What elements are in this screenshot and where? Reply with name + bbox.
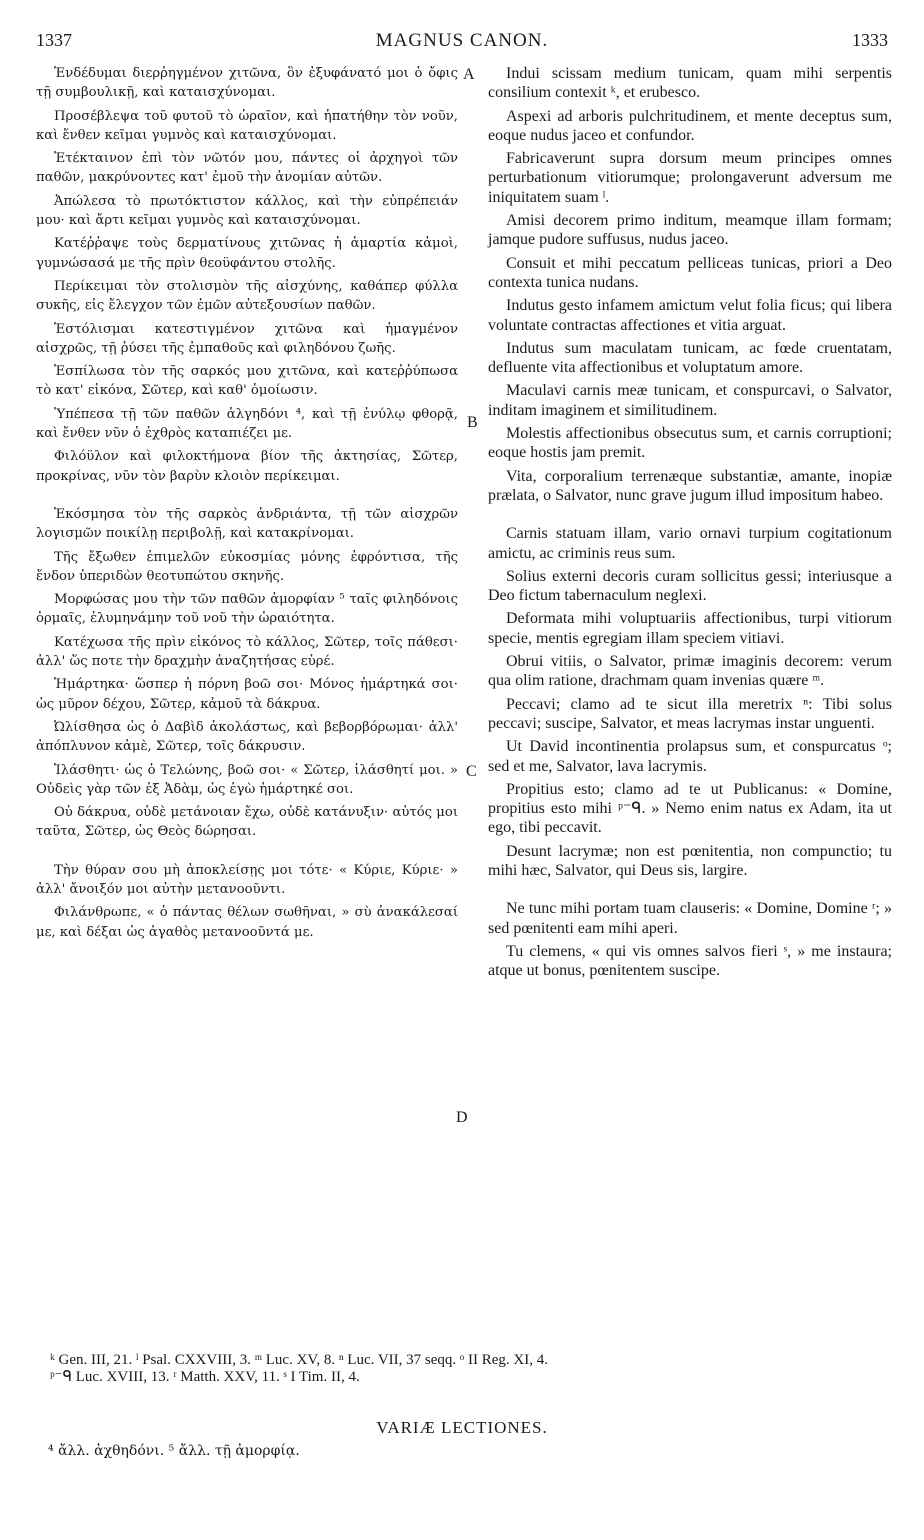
greek-troparion: Ἐτέκταινον ἐπὶ τὸν νῶτόν μου, πάντες οἱ ἀρχηγοὶ τῶν παθῶν, μακρύνοντες κατ' ἐμοῦ τὴν ἀνομίαν αὐτῶν. xyxy=(36,151,458,186)
section-marker-a: A xyxy=(463,66,475,83)
running-title: MAGNUS CANON. xyxy=(375,30,549,51)
greek-troparion: Ἐσπίλωσα τὸν τῆς σαρκός μου χιτῶνα, καὶ κατεῤῥύπωσα τὸ κατ' εἰκόνα, Σῶτερ, καὶ καθ' ὁμοίωσιν. xyxy=(36,364,458,399)
greek-troparion: Οὐ δάκρυα, οὐδὲ μετάνοιαν ἔχω, οὐδὲ κατάνυξιν· αὐτός μοι ταῦτα, Σῶτερ, ὡς Θεὸς δώρησαι. xyxy=(36,805,458,840)
latin-troparion: Indutus sum maculatam tunicam, ac fœde cruentatam, defluente vita affectionibus et voluptatum amore. xyxy=(488,339,892,377)
latin-troparion: Fabricaverunt supra dorsum meum principes omnes perturbationum vitiorumque; prolongaverunt adversum me iniquitatem suam ˡ. xyxy=(488,150,892,206)
latin-troparion: Ut David incontinentia prolapsus sum, et conspurcatus ᵒ; sed et me, Salvator, lava lacrymis. xyxy=(488,738,892,775)
latin-troparion: Peccavi; clamo ad te sicut illa meretrix ⁿ: Tibi solus peccavi; suscipe, Salvator, et meas lacrymas instar unguenti. xyxy=(488,695,892,732)
running-header xyxy=(36,30,888,60)
greek-troparion: Κατέχωσα τῆς πρὶν εἰκόνος τὸ κάλλος, Σῶτερ, τοῖς πάθεσι· ἀλλ' ὥς ποτε τὴν δραχμὴν ἀναζητήσας εὑρέ. xyxy=(36,634,458,670)
latin-troparion: Aspexi ad arboris pulchritudinem, et mente deceptus sum, eoque nudus jaceo et confundor. xyxy=(488,107,892,144)
greek-troparion: Ἡμάρτηκα· ὥσπερ ἡ πόρνη βοῶ σοι· Μόνος ἡμάρτηκά σοι· ὡς μῦρον δέχου, Σῶτερ, κἀμοῦ τὰ δάκρυα. xyxy=(36,677,458,712)
greek-troparion: Ἱλάσθητι· ὡς ὁ Τελώνης, βοῶ σοι· « Σῶτερ, ἱλάσθητί μοι. » Οὐδεὶς γὰρ τῶν ἐξ Ἀδὰμ, ὡς ἐγὼ ἡμάρτηκέ σοι. xyxy=(36,762,458,797)
greek-troparion: Φιλόϋλον καὶ φιλοκτήμονα βίον τῆς ἀκτησίας, Σῶτερ, προκρίνας, νῦν τὸν βαρὺν κλοιὸν περίκειμαι. xyxy=(36,449,458,484)
latin-troparion: Amisi decorem primo inditum, meamque illam formam; jamque pudore suffusus, nudus jaceo. xyxy=(488,212,892,249)
latin-troparion: Tu clemens, « qui vis omnes salvos fieri ˢ, » me instaura; atque ut bonus, pœnitentem suscipe. xyxy=(488,942,892,980)
latin-troparion: Solius externi decoris curam sollicitus gessi; interiusque a Deo fictum tabernaculum neglexi. xyxy=(488,567,892,605)
variae-lectiones-title: VARIÆ LECTIONES. xyxy=(376,1418,548,1437)
stanza-gap xyxy=(36,490,458,505)
latin-troparion: Deformata mihi voluptuariis affectionibus, turpi vitiorum specie, mentis egregiam illam speciem vitiavi. xyxy=(488,610,892,647)
stanza-gap xyxy=(488,509,892,524)
latin-troparion: Consuit et mihi peccatum pelliceas tunicas, priori a Deo contexta tunica nudans. xyxy=(488,254,892,291)
latin-troparion: Propitius esto; clamo ad te ut Publicanus: « Domine, propitius esto mihi ᵖ⁻ᑫ. » Nemo enim natus ex Adam, ita ut ego, tibi peccavit. xyxy=(488,780,892,837)
greek-troparion: Ἐκόσμησα τὸν τῆς σαρκὸς ἀνδριάντα, τῇ τῶν αἰσχρῶν λογισμῶν ποικίλῃ περιβολῇ, καὶ κατακρίνομαι. xyxy=(36,506,458,542)
section-marker-b: B xyxy=(467,414,478,431)
latin-troparion: Ne tunc mihi portam tuam clauseris: « Domine, Domine ʳ; » sed pœnitenti eam mihi aperi. xyxy=(488,900,892,937)
footnote-line: ᵖ⁻ᑫ Luc. XVIII, 13. ʳ Matth. XXV, 11. ˢ I Tim. II, 4. xyxy=(50,1369,360,1385)
stanza-gap xyxy=(488,884,892,899)
greek-troparion: Ἐστόλισμαι κατεστιγμένον χιτῶνα καὶ ἡμαγμένον αἰσχρῶς, τῇ ῥύσει τῆς ἐμπαθοῦς καὶ φιληδόνου ζωῆς. xyxy=(36,321,458,356)
latin-troparion: Maculavi carnis meæ tunicam, et conspurcavi, o Salvator, inditam imaginem et similitudinem. xyxy=(488,382,892,419)
greek-troparion: Ἐνδέδυμαι διερῤηγμένον χιτῶνα, ὃν ἐξυφάνατό μοι ὁ ὄφις τῇ συμβουλικῇ, καὶ καταισχύνομαι. xyxy=(36,66,458,101)
latin-troparion: Indutus gesto infamem amictum velut folia ficus; qui libera voluntate contractas affectiones et vitia arguat. xyxy=(488,297,892,334)
greek-troparion: Ὠλίσθησα ὡς ὁ Δαβὶδ ἀκολάστως, καὶ βεβορβόρωμαι· ἀλλ' ἀπόπλυνον κἀμὲ, Σῶτερ, τοῖς δάκρυσιν. xyxy=(36,719,458,755)
page-number-right: 1333 xyxy=(852,30,888,50)
footnote-line: ᵏ Gen. III, 21. ˡ Psal. CXXVIII, 3. ᵐ Luc. XV, 8. ⁿ Luc. VII, 37 seqq. ᵒ II Reg. XI, 4. xyxy=(50,1352,548,1368)
greek-column xyxy=(36,64,458,946)
latin-troparion: Desunt lacrymæ; non est pœnitentia, non compunctio; tu mihi hæc, Salvator, qui Deus sis, largire. xyxy=(488,842,892,879)
greek-troparion: Τῆς ἔξωθεν ἐπιμελῶν εὐκοσμίας μόνης ἐφρόντισα, τῆς ἔνδον ὑπεριδὼν θεοτυπώτου σκηνῆς. xyxy=(36,549,458,584)
greek-troparion: Ὑπέπεσα τῇ τῶν παθῶν ἀλγηδόνι ⁴, καὶ τῇ ἐνύλῳ φθορᾷ, καὶ ἔνθεν νῦν ὁ ἐχθρὸς καταπιέζει με. xyxy=(36,406,458,442)
greek-troparion: Μορφώσας μου τὴν τῶν παθῶν ἀμορφίαν ⁵ ταῖς φιληδόνοις ὁρμαῖς, ἐλυμηνάμην τοῦ νοῦ τὴν ὡραιότητα. xyxy=(36,592,458,627)
latin-troparion: Obrui vitiis, o Salvator, primæ imaginis decorem: verum qua olim ratione, drachmam quam invenias quære ᵐ. xyxy=(488,653,892,690)
stanza-gap xyxy=(36,846,458,861)
greek-troparion: Περίκειμαι τὸν στολισμὸν τῆς αἰσχύνης, καθάπερ φύλλα συκῆς, εἰς ἔλεγχον τῶν ἐμῶν αὐτεξουσίων παθῶν. xyxy=(36,278,458,314)
section-marker-c: C xyxy=(466,763,477,780)
greek-troparion: Προσέβλεψα τοῦ φυτοῦ τὸ ὡραῖον, καὶ ἠπατήθην τὸν νοῦν, καὶ ἔνθεν κεῖμαι γυμνὸς καὶ καταισχύνομαι. xyxy=(36,108,458,143)
latin-troparion: Indui scissam medium tunicam, quam mihi serpentis consilium contexit ᵏ, et erubesco. xyxy=(488,65,892,102)
footnotes xyxy=(50,1352,890,1386)
greek-troparion: Φιλάνθρωπε, « ὁ πάντας θέλων σωθῆναι, » σὺ ἀνακάλεσαί με, καὶ δέξαι ὡς ἀγαθὸς μετανοοῦντά με. xyxy=(36,905,458,940)
greek-troparion: Κατέῤῥαψε τοὺς δερματίνους χιτῶνας ἡ ἁμαρτία κἀμοὶ, γυμνώσασά με τῆς πρὶν θεοϋφάντου στολῆς. xyxy=(36,236,458,271)
latin-troparion: Carnis statuam illam, vario ornavi turpium cogitationum amictu, ac criminis reus sum. xyxy=(488,525,892,562)
greek-troparion: Τὴν θύραν σου μὴ ἀποκλείσῃς μοι τότε· « Κύριε, Κύριε· » ἀλλ' ἄνοιξόν μοι αὐτὴν μετανοοῦντι. xyxy=(36,862,458,897)
latin-troparion: Molestis affectionibus obsecutus sum, et carnis corruptioni; eoque hostis jam premit. xyxy=(488,425,892,462)
section-marker-d: D xyxy=(456,1109,468,1126)
page-number-left: 1337 xyxy=(36,30,72,50)
greek-troparion: Ἀπώλεσα τὸ πρωτόκτιστον κάλλος, καὶ τὴν εὐπρέπειάν μου· καὶ ἄρτι κεῖμαι γυμνὸς καὶ καταισχύνομαι. xyxy=(36,193,458,229)
variant-readings: ⁴ ἄλλ. ἀχθηδόνι. ⁵ ἄλλ. τῇ ἀμορφίᾳ. xyxy=(48,1443,300,1459)
latin-troparion: Vita, corporalium terrenæque substantiæ, amante, inopiæ prælata, o Salvator, nunc grave jugum illud impositum habeo. xyxy=(488,467,892,504)
latin-column xyxy=(488,64,892,984)
